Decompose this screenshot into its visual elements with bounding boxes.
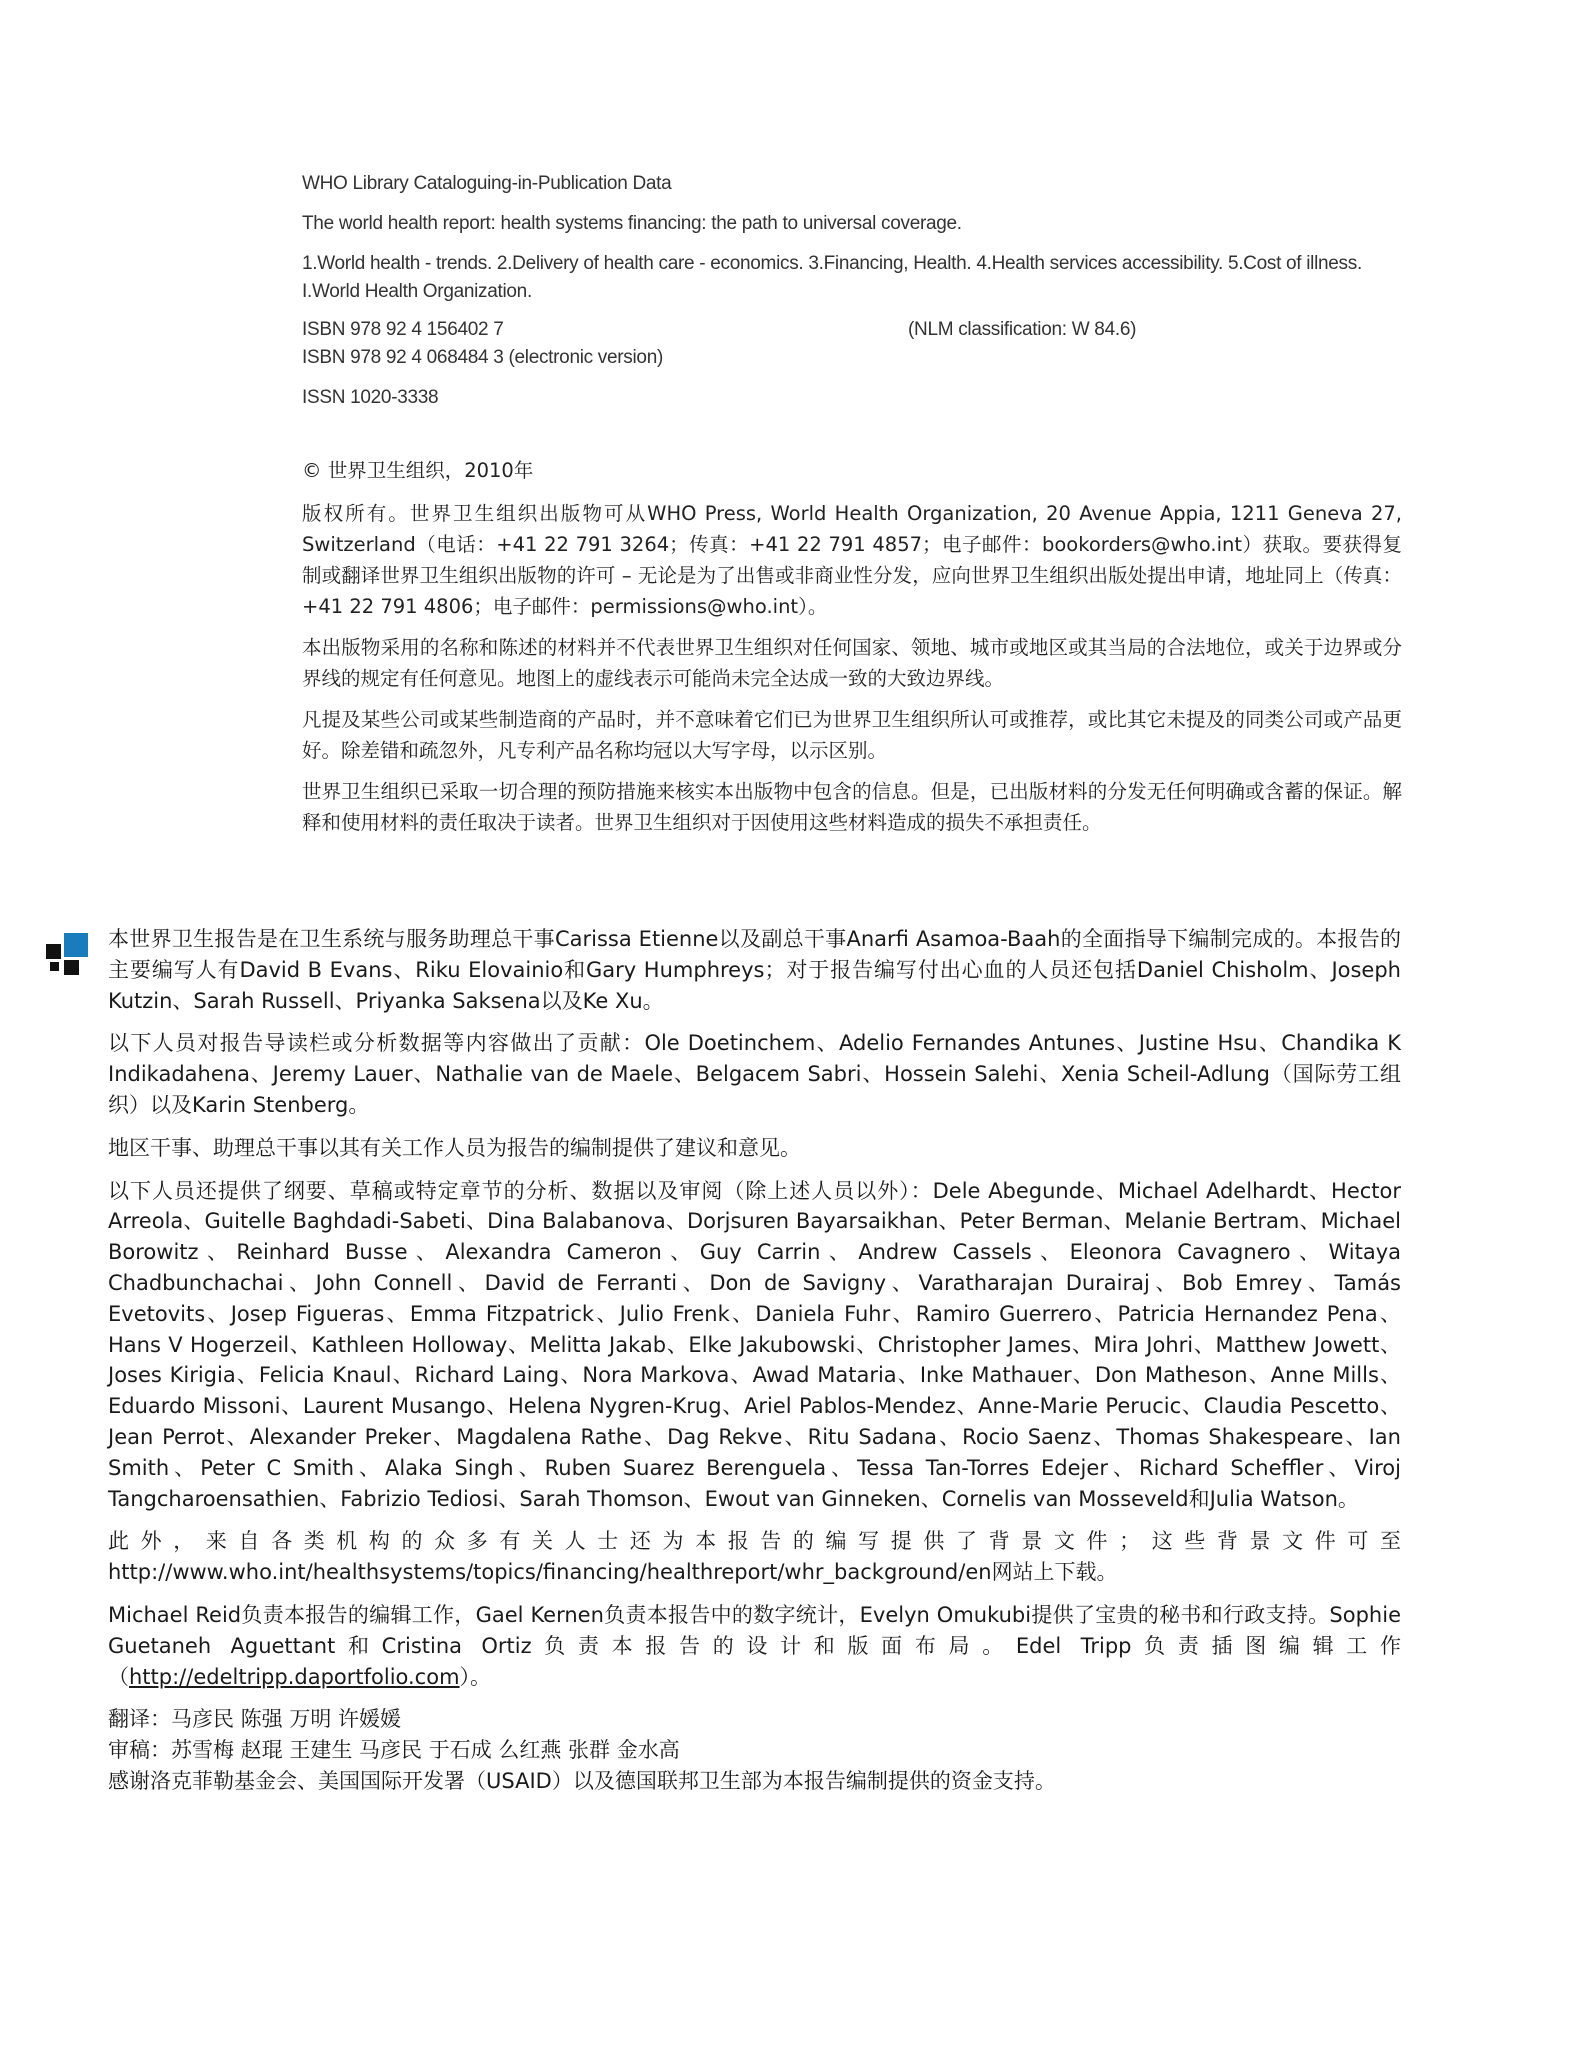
issn: ISSN 1020-3338 xyxy=(302,387,439,408)
regional-paragraph: 地区干事、助理总干事以其有关工作人员为报告的编制提供了建议和意见。 xyxy=(108,1135,801,1160)
nlm-classification: (NLM classification: W 84.6) xyxy=(908,319,1137,340)
acknowledgements xyxy=(108,924,1401,1797)
isbn-row xyxy=(302,316,1402,344)
black-square-icon xyxy=(64,960,79,975)
editing-text-end: ）。 xyxy=(459,1664,492,1689)
background-text-end: 网站上下载。 xyxy=(991,1560,1118,1585)
companies-paragraph: 凡提及某些公司或某些制造商的产品时，并不意味着它们已为世界卫生组织所认可或推荐，或比其它未提及的同类公司或产品更好。除差错和疏忽外，凡专利产品名称均冠以大写字母，以示区别。 xyxy=(302,708,1402,762)
blue-square-icon xyxy=(64,933,88,957)
cataloguing-in-publication-data xyxy=(302,170,1402,424)
copyright-notice xyxy=(302,455,1402,848)
cip-title: The world health report: health systems financing: the path to universal coverage. xyxy=(302,213,962,234)
designations-paragraph: 本出版物采用的名称和陈述的材料并不代表世界卫生组织对任何国家、领地、城市或地区或其当局的合法地位，或关于边界或分界线的规定有任何意见。地图上的虚线表示可能尚未完全达成一致的大致边界线。 xyxy=(302,636,1402,690)
black-square-icon xyxy=(50,962,59,971)
background-paragraph xyxy=(108,1526,1401,1588)
reviewers-paragraph: 以下人员还提供了纲要、草稿或特定章节的分析、数据以及审阅（除上述人员以外）：Dele Abegunde、Michael Adelhardt、Hector Arreola、Guitelle Baghdadi-Sabeti、Dina Balabanova、Dorjsuren Bayarsaikhan、Peter Berman、Melanie Bertram、Michael Borowitz、Reinhard Busse、Alexandra Cameron、Guy Carrin、Andrew Cassels、Eleonora Cavagnero、Witaya Chadbunchachai、John Connell、David de Ferranti、Don de Savigny、Varatharajan Durairaj、Bob Emrey、Tamás Evetovits、Josep Figueras、Emma Fitzpatrick、Julio Frenk、Daniela Fuhr、Ramiro Guerrero、Patricia Hernandez Pena、Hans V Hogerzeil、Kathleen Holloway、Melitta Jakab、Elke Jakubowski、Christopher James、Mira Johri、Matthew Jowett、Joses Kirigia、Felicia Knaul、Richard Laing、Nora Markova、Awad Mataria、Inke Mathauer、Don Matheson、Anne Mills、Eduardo Missoni、Laurent Musango、Helena Nygren-Krug、Ariel Pablos-Mendez、Anne-Marie Perucic、Claudia Pescetto、Jean Perrot、Alexander Preker、Magdalena Rathe、Dag Rekve、Ritu Sadana、Rocio Saenz、Thomas Shakespeare、Ian Smith、Peter C Smith、Alaka Singh、Ruben Suarez Berenguela、Tessa Tan-Torres Edejer、Richard Scheffler、Viroj Tangcharoensathien、Fabrizio Tediosi、Sarah Thomson、Ewout van Ginneken、Cornelis van Mosseveld和Julia Watson。 xyxy=(108,1178,1401,1511)
isbn-print: ISBN 978 92 4 156402 7 xyxy=(302,319,504,340)
background-text: 此外，来自各类机构的众多有关人士还为本报告的编写提供了背景文件；这些背景文件可至 xyxy=(108,1529,1401,1554)
review-credits: 审稿：苏雪梅 赵琨 王建生 马彦民 于石成 么红燕 张群 金水高 xyxy=(108,1738,680,1763)
translation-credits: 翻译：马彦民 陈强 万明 许媛媛 xyxy=(108,1707,402,1732)
direction-paragraph: 本世界卫生报告是在卫生系统与服务助理总干事Carissa Etienne以及副总干事Anarfi Asamoa-Baah的全面指导下编制完成的。本报告的主要编写人有David B Evans、Riku Elovainio和Gary Humphreys；对于报告编写付出心血的人员还包括Daniel Chisholm、Joseph Kutzin、Sarah Russell、Priyanka Saksena以及Ke Xu。 xyxy=(108,927,1401,1013)
black-square-icon xyxy=(46,944,61,959)
portfolio-link[interactable]: http://edeltripp.daportfolio.com xyxy=(129,1664,460,1689)
editing-text: Michael Reid负责本报告的编辑工作，Gael Kernen负责本报告中的数字统计，Evelyn Omukubi提供了宝贵的秘书和行政支持。Sophie Guetaneh Aguettant和Cristina Ortiz负责本报告的设计和版面布局。Edel Tripp负责插图编辑工作（ xyxy=(108,1602,1401,1689)
funding-acknowledgement: 感谢洛克菲勒基金会、美国国际开发署（USAID）以及德国联邦卫生部为本报告编制提供的资金支持。 xyxy=(108,1769,1056,1794)
isbn-electronic: ISBN 978 92 4 068484 3 (electronic version) xyxy=(302,347,663,368)
precautions-paragraph: 世界卫生组织已采取一切合理的预防措施来核实本出版物中包含的信息。但是，已出版材料的分发无任何明确或含蓄的保证。解释和使用材料的责任取决于读者。世界卫生组织对于因使用这些材料造成的损失不承担责任。 xyxy=(302,780,1402,834)
copyright-line: © 世界卫生组织，2010年 xyxy=(302,459,534,482)
cip-heading: WHO Library Cataloguing-in-Publication Data xyxy=(302,173,672,194)
rights-paragraph: 版权所有。世界卫生组织出版物可从WHO Press, World Health Organization, 20 Avenue Appia, 1211 Geneva 27, Switzerland（电话：+41 22 791 3264；传真：+41 22 791 4857；电子邮件：bookorders@who.int）获取。要获得复制或翻译世界卫生组织出版物的许可 – 无论是为了出售或非商业性分发，应向世界卫生组织出版处提出申请，地址同上（传真：+41 22 791 4806；电子邮件：permissions@who.int）。 xyxy=(302,502,1402,618)
editing-paragraph xyxy=(108,1600,1401,1692)
background-url: http://www.who.int/healthsystems/topics/financing/healthreport/whr_background/en xyxy=(108,1560,992,1585)
cip-subjects: 1.World health - trends. 2.Delivery of health care - economics. 3.Financing, Health. 4.Health services accessibility. 5.Cost of illness. I.World Health Organization. xyxy=(302,253,1362,302)
squares-logo-icon xyxy=(46,933,90,977)
contributors-paragraph: 以下人员对报告导读栏或分析数据等内容做出了贡献：Ole Doetinchem、Adelio Fernandes Antunes、Justine Hsu、Chandika K Indikadahena、Jeremy Lauer、Nathalie van de Maele、Belgacem Sabri、Hossein Salehi、Xenia Scheil-Adlung（国际劳工组织）以及Karin Stenberg。 xyxy=(108,1031,1401,1117)
